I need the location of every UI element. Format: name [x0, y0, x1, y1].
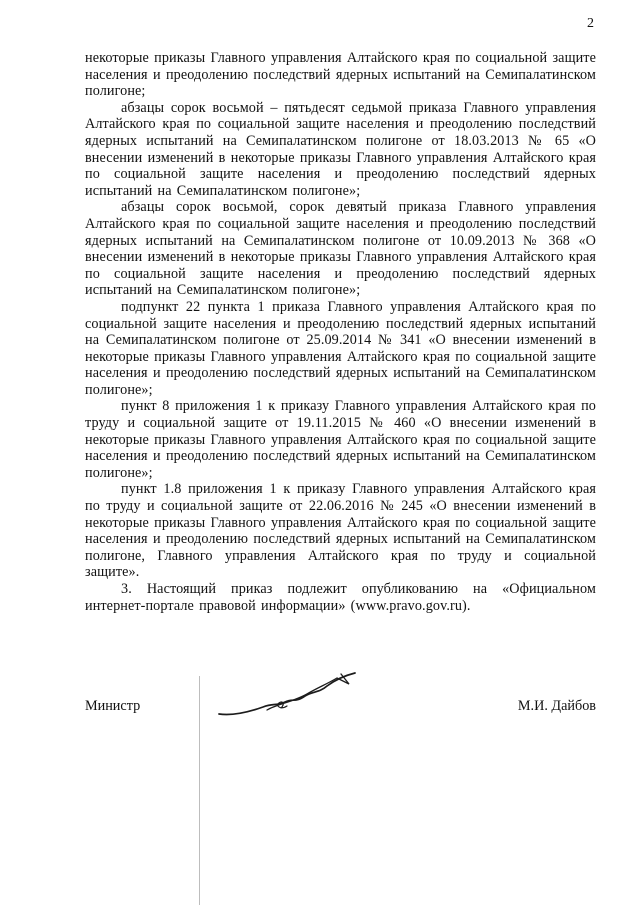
page-number: 2 — [587, 16, 594, 31]
paragraph: пункт 1.8 приложения 1 к приказу Главного управления Алтайского края по труду и социальной защите от 22.06.2016 № 245 «О внесении изменений в некоторые приказы Главного управления Алтайского края по социальной защите населения и преодолению последствий ядерных испытаний на Семипалатинском полигоне, Главного управления Алтайского края по труду и социальной защите». — [85, 481, 596, 581]
signer-name: М.И. Дайбов — [517, 698, 596, 714]
paragraph: 3. Настоящий приказ подлежит опубликованию на «Официальном интернет-портале правовой информации» (www.pravo.gov.ru). — [85, 581, 596, 614]
signature-block — [85, 698, 596, 715]
scan-fold-artifact — [199, 676, 200, 905]
document-body — [85, 50, 596, 614]
handwritten-signature — [215, 670, 365, 722]
signer-title: Министр — [85, 698, 141, 714]
paragraph: абзацы сорок восьмой, сорок девятый приказа Главного управления Алтайского края по социальной защите населения и преодолению последствий ядерных испытаний на Семипалатинском полигоне от 10.09.2013 № 368 «О внесении изменений в некоторые приказы Главного управления Алтайского края по социальной защите населения и преодолению последствий ядерных испытаний на Семипалатинском полигоне»; — [85, 199, 596, 299]
paragraph: пункт 8 приложения 1 к приказу Главного управления Алтайского края по труду и социальной защите от 19.11.2015 № 460 «О внесении изменений в некоторые приказы Главного управления Алтайского края по социальной защите населения и преодолению последствий ядерных испытаний на Семипалатинском полигоне»; — [85, 398, 596, 481]
paragraph: абзацы сорок восьмой – пятьдесят седьмой приказа Главного управления Алтайского края по социальной защите населения и преодолению последствий ядерных испытаний на Семипалатинском полигоне от 18.03.2013 № 65 «О внесении изменений в некоторые приказы Главного управления Алтайского края по социальной защите населения и преодолению последствий ядерных испытаний на Семипалатинском полигоне»; — [85, 99, 596, 199]
paragraph: некоторые приказы Главного управления Алтайского края по социальной защите населения и преодолению последствий ядерных испытаний на Семипалатинском полигоне; — [85, 50, 596, 100]
paragraph: подпункт 22 пункта 1 приказа Главного управления Алтайского края по социальной защите населения и преодолению последствий ядерных испытаний на Семипалатинском полигоне от 25.09.2014 № 341 «О внесении изменений в некоторые приказы Главного управления Алтайского края по социальной защите населения и преодолению последствий ядерных испытаний на Семипалатинском полигоне»; — [85, 298, 596, 398]
